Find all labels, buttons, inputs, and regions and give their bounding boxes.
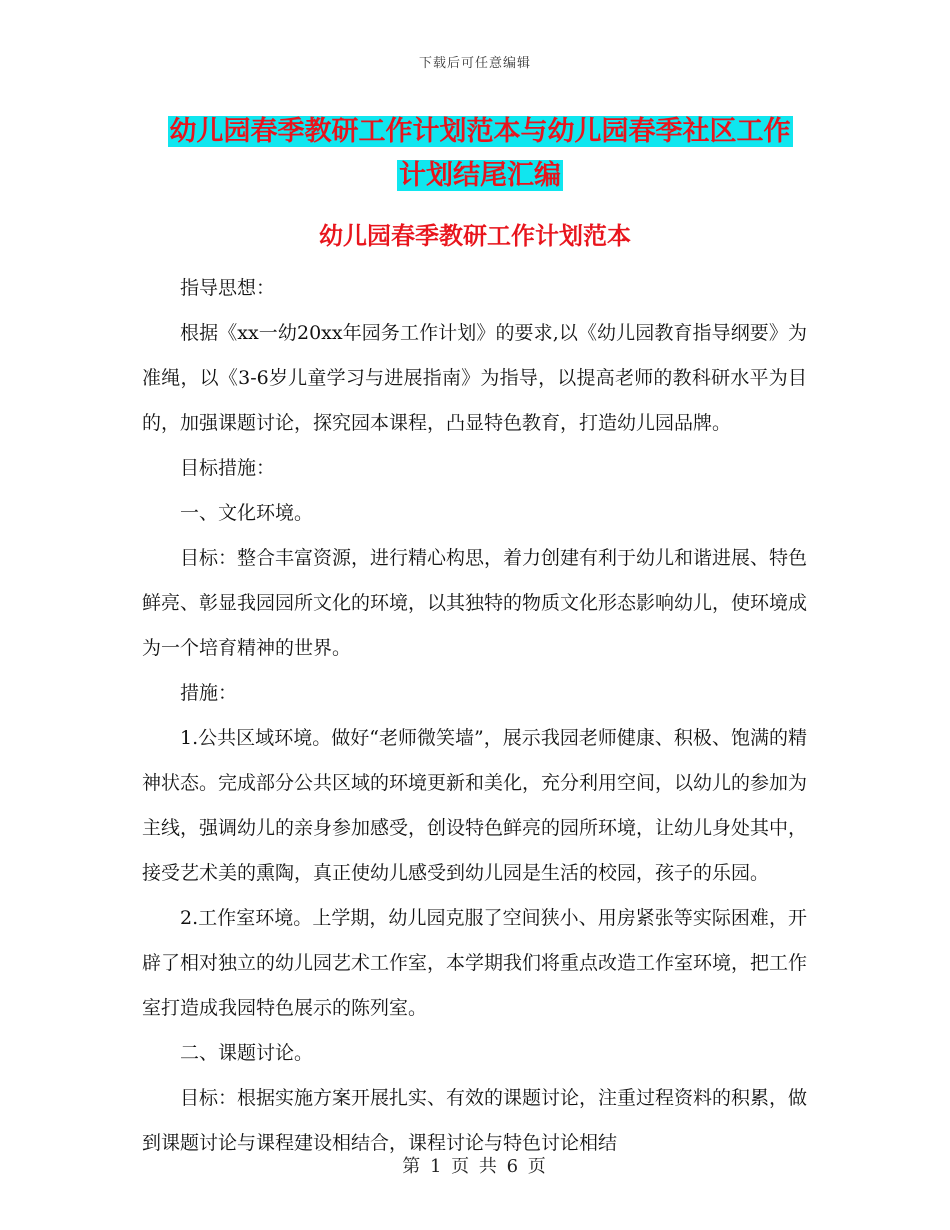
document-title-line-2: 计划结尾汇编: [399, 160, 561, 191]
paragraph: 目标措施：: [180, 457, 276, 479]
paragraph: 目标：整合丰富资源，进行精心构思，着力创建有利于幼儿和谐进展、特色鲜亮、彰显我园园所文化的环境，以其独特的物质文化形态影响幼儿，使环境成为一个培育精神的世界。: [142, 547, 808, 659]
paragraph: 目标：根据实施方案开展扎实、有效的课题讨论，注重过程资料的积累，做到课题讨论与课程建设相结合，课程讨论与特色讨论相结: [142, 1087, 808, 1154]
paragraph: 2.工作室环境。上学期，幼儿园克服了空间狭小、用房紧张等实际困难，开辟了相对独立的幼儿园艺术工作室，本学期我们将重点改造工作室环境，把工作室打造成我园特色展示的陈列室。: [142, 907, 808, 1019]
paragraph: 一、文化环境。: [180, 502, 314, 524]
paragraph: 措施：: [180, 682, 238, 704]
paragraph: 根据《xx一幼20xx年园务工作计划》的要求,以《幼儿园教育指导纲要》为准绳，以《3-6岁儿童学习与进展指南》为指导，以提高老师的教科研水平为目的，加强课题讨论，探究园本课程，凸显特色教育，打造幼儿园品牌。: [142, 322, 807, 434]
document-body: [142, 266, 807, 1166]
paragraph: 指导思想：: [180, 277, 276, 299]
page-header: 下载后可任意编辑: [418, 56, 531, 71]
paragraph: 二、课题讨论。: [180, 1042, 314, 1064]
document-title: [150, 110, 810, 198]
document-title-line-1: 幼儿园春季教研工作计划范本与幼儿园春季社区工作: [169, 116, 791, 147]
section-title: 幼儿园春季教研工作计划范本: [319, 221, 631, 250]
paragraph: 1.公共区域环境。做好“老师微笑墙”，展示我园老师健康、积极、饱满的精神状态。完成部分公共区域的环境更新和美化，充分利用空间，以幼儿的参加为主线，强调幼儿的亲身参加感受，创设特色鲜亮的园所环境，让幼儿身处其中，接受艺术美的熏陶，真正使幼儿感受到幼儿园是生活的校园，孩子的乐园。: [142, 727, 808, 884]
page-footer: 第 1 页 共 6 页: [402, 1156, 548, 1177]
